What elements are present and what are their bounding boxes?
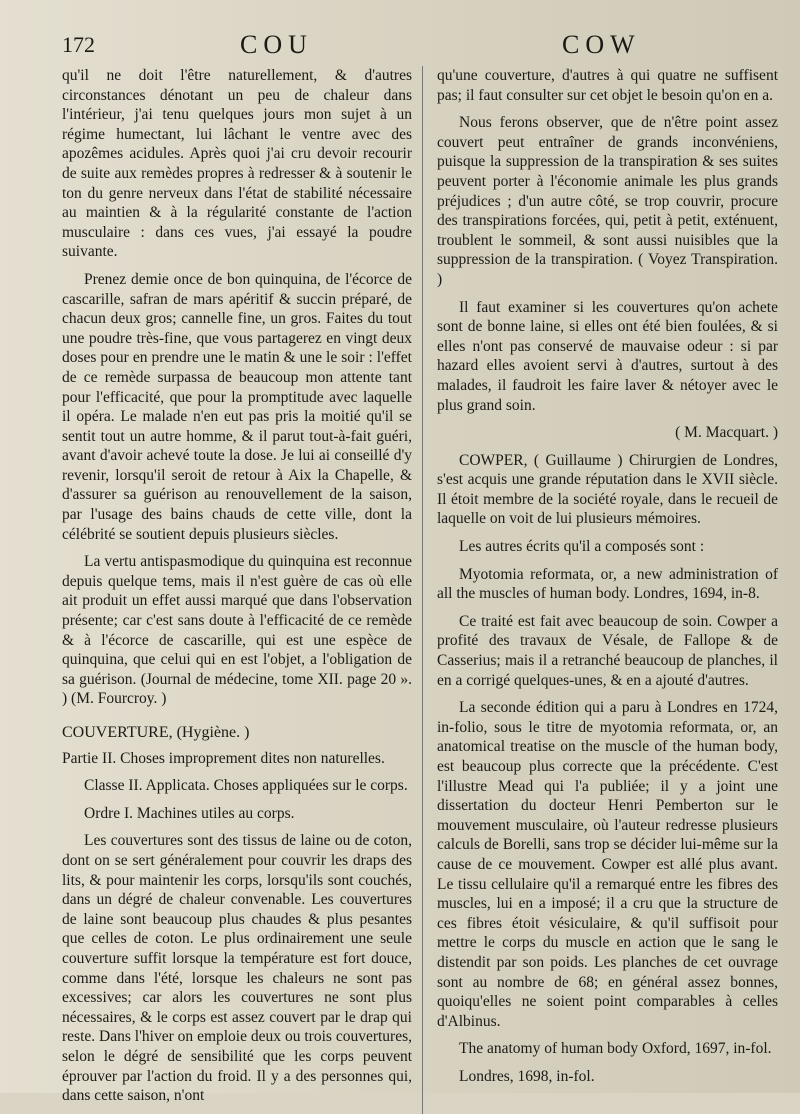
paragraph: Les couvertures sont des tissus de laine ou de coton, dont on se sert généralement pour couvrir les draps des lits, & pour maintenir les corps, lorsqu'ils sont couchés, dans un dégré de chaleur convenable. Les couvertures de laine sont beaucoup plus chaudes & plus pesantes que celles de coton. Le plus ordinairement une seule couverture suffit lorsque la température est fort douce, comme dans l'été, lorsque les chaleurs ne sont pas excessives; car alors les couvertures ne sont plus nécessaires, & le corps est assez couvert par le drap qui reste. Dans l'hiver on emploie deux ou trois couvertures, selon le dégré de sensibilité que les corps peuvent éprouver par l'action du froid. Il y a des personnes qui, dans cette saison, n'ont: [62, 832, 412, 1105]
paragraph: La vertu antispasmodique du quinquina est reconnue depuis quelque tems, mais il n'est guère de cas où elle ait produit un effet aussi marqué que dans l'observation présente; car c'est sans doute à l'efficacité de ce remède & à l'écorce de cascarille, qui est une espèce de quinquina, que celui qui en est l'objet, a l'obligation de sa guérison. (Journal de médecine, tome XII. page 20 ». ) (M. Fourcroy. ): [62, 553, 412, 708]
entry-heading: COWPER, ( Guillaume ) Chirurgien de Londres, s'est acquis une grande réputation dans le XVII siècle. Il étoit membre de la société royale, dans le recueil de laquelle on voit de lui plusieurs mémoires.: [437, 451, 778, 528]
classification-line: Ordre I. Machines utiles au corps.: [84, 804, 295, 822]
right-running-title: COW: [562, 30, 641, 59]
author-signature: ( M. Macquart. ): [675, 424, 778, 442]
left-running-title: COU: [240, 30, 313, 59]
two-column-body: [62, 66, 778, 1114]
paragraph: Il faut examiner si les couvertures qu'on achete sont de bonne laine, si elles ont été bien foulées, & si elles n'ont pas conservé de mauvaise odeur : si par hazard elles avoient servi à d'autres, surtout à des malades, il faudroit les faire laver & nétoyer avec le plus grand soin.: [437, 298, 778, 414]
bibliography-entry: Myotomia reformata, or, a new administration of all the muscles of human body. Londres, 1694, in-8.: [437, 565, 778, 603]
left-column: [62, 66, 422, 1114]
paragraph: Prenez demie once de bon quinquina, de l'écorce de cascarille, safran de mars apéritif & succin préparé, de chacun deux gros; cannelle fine, un gros. Faites du tout une poudre très-fine, que vous partagerez en vingt deux doses pour en prendre une le matin & une le soir : l'effet de ce remède surpassa de beaucoup mon attente tant pour l'efficacité, que pour la promptitude avec laquelle il opéra. Le malade n'en eut pas pris la moitié qu'il se sentit tout un autre homme, & il parut tout-à-fait guéri, avant d'avoir achevé toute la dose. Je lui ai conseillé d'y revenir, lorsqu'il seroit de retour à Aix la Chapelle, & d'assurer sa guérison au renouvellement de la saison, par l'usage des bains chauds de cette ville, dont la célébrité se soutient depuis plusieurs siècles.: [62, 270, 412, 543]
paragraph: La seconde édition qui a paru à Londres en 1724, in-folio, sous le titre de myotomia reformata, or, an anatomical treatise on the muscle of the human body, est beaucoup plus correcte que la précédente. C'est l'illustre Mead qui l'a publiée; il y a joint une dissertation du docteur Henri Pemberton sur le mouvement musculaire, où l'auteur redresse plusieurs calculs de Borelli, sans trop se décider lui-même sur la cause de ce mouvement. Cowper est allé plus avant. Le tissu cellulaire qu'il a remarqué entre les fibres des muscles, lui en a imposé; il a cru que la structure de ces fibres étoit vésiculaire, & qu'il suffisoit pour mettre le corps du muscle en action que le sang le distendit par son poids. Les planches de cet ouvrage sont au nombre de 68; en général assez bonnes, quoiqu'elles ne soient point comparables à celles d'Albinus.: [437, 699, 778, 1030]
entry-heading: COUVERTURE, (Hygiène. ): [62, 724, 250, 741]
classification-line: Classe II. Applicata. Choses appliquées sur le corps.: [84, 777, 408, 795]
page-number: 172: [62, 32, 95, 57]
paragraph: Nous ferons observer, que de n'être point assez couvert peut entraîner de grands inconvéniens, puisque la suppression de la transpiration & ses suites peuvent porter à l'économie animale les plus grands préjudices ; d'un autre côté, se trop couvrir, procure des transpirations forcées, qui, petit à petit, exténuent, troublent le sommeil, & sont aussi nuisibles que la suppression de la transpiration. ( Voyez Transpiration. ): [437, 114, 778, 288]
running-header: [62, 30, 778, 66]
right-column: [422, 66, 778, 1114]
paragraph: Les autres écrits qu'il a composés sont :: [459, 538, 705, 556]
paragraph: qu'une couverture, d'autres à qui quatre ne suffisent pas; il faut consulter sur cet objet le besoin qu'on en a.: [437, 67, 778, 104]
paragraph: Ce traité est fait avec beaucoup de soin. Cowper a profité des travaux de Vésale, de Fallope & de Casserius; mais il a retranché beaucoup de planches, il en a corrigé quelques-unes, & en a ajouté d'autres.: [437, 612, 778, 689]
classification-line: Partie II. Choses improprement dites non naturelles.: [62, 749, 385, 767]
bibliography-entry: The anatomy of human body Oxford, 1697, in-fol.: [459, 1040, 772, 1058]
paragraph: qu'il ne doit l'être naturellement, & d'autres circonstances dénotant un peu de chaleur dans l'intérieur, j'ai tenu quelques jours mon sujet à un régime humectant, lui lâchant le ventre avec des apozêmes acidules. Après quoi j'ai cru devoir recourir de suite aux remèdes propres à redresser & à soutenir le ton du genre nerveux dans l'état de stabilité nécessaire au maintien & à la régularité constante de l'action musculaire : dans ces vues, j'ai essayé la poudre suivante.: [62, 67, 412, 261]
bibliography-entry: Londres, 1698, in-fol.: [459, 1067, 595, 1085]
